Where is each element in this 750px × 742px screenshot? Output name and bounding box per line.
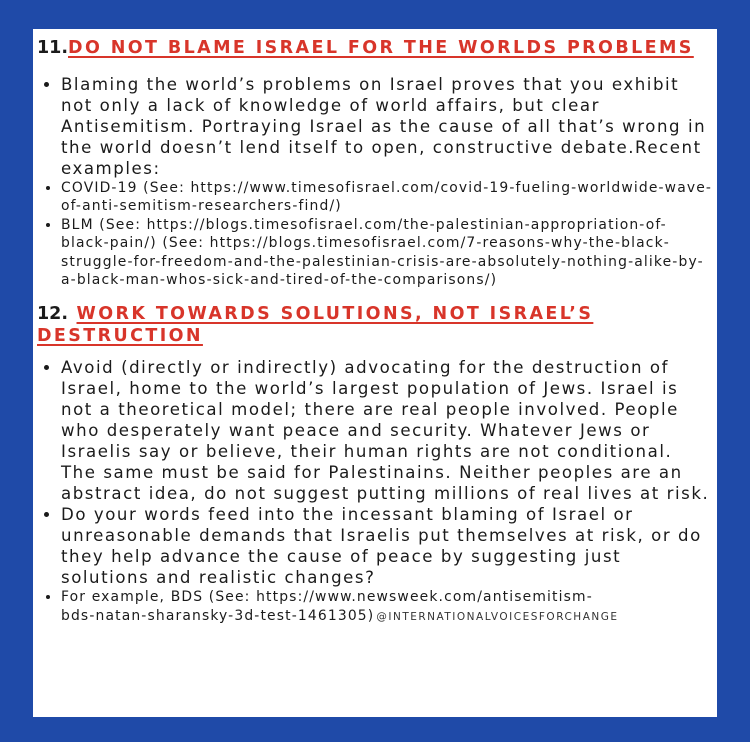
example-covid: • COVID-19 (See: https://www.timesofisrael.com/covid-19-fueling-worldwide-wave-of-anti-semitism-researchers-find/)	[61, 179, 713, 216]
section-11-main-list	[37, 74, 713, 179]
section-12-bullet-avoid: • Avoid (directly or indirectly) advocating for the destruction of Israel, home to the world’s largest population of Jews. Israel is not a theoretical model; there are real people involved. People who desperately want peace and security. Whatever Jews or Israelis say or believe, their human rights are not conditional. The same must be said for Palestinains. Neither peoples are an abstract idea, do not suggest putting millions of real lives at risk.	[61, 357, 713, 504]
section-12-list	[37, 357, 713, 588]
example-bds	[61, 588, 713, 626]
section-11-main-bullet: • Blaming the world’s problems on Israel proves that you exhibit not only a lack of knowledge of world affairs, but clear Antisemitism. Portraying Israel as the cause of all that’s wrong in the world doesn’t lend itself to open, constructive debate.Recent examples:	[61, 74, 713, 179]
section-11-title	[37, 37, 713, 59]
footer-handle: @INTERNATIONALVOICESFORCHANGE	[376, 610, 619, 623]
content-card	[33, 29, 717, 717]
section-12-title	[37, 303, 713, 347]
section-11-examples	[37, 179, 713, 289]
section-12-heading: WORK TOWARDS SOLUTIONS, NOT ISRAEL’S DESTRUCTION	[37, 304, 594, 347]
section-12-number: 12.	[37, 304, 69, 325]
section-12-examples	[37, 588, 713, 626]
section-12-bullet-words: • Do your words feed into the incessant blaming of Israel or unreasonable demands that Israelis put themselves at risk, or do they help advance the cause of peace by suggesting just solutions and realistic changes?	[61, 504, 713, 588]
section-11-heading: DO NOT BLAME ISRAEL FOR THE WORLDS PROBLEMS	[68, 38, 694, 58]
footer-row	[61, 608, 619, 624]
section-11-number: 11.	[37, 38, 69, 58]
example-blm: • BLM (See: https://blogs.timesofisrael.com/the-palestinian-appropriation-of-black-pain/) (See: https://blogs.timesofisrael.com/7-reasons-why-the-black-struggle-for-freedom-and-the-palestinian-crisis-are-absolutely-nothing-alike-by-a-black-man-whos-sick-and-tired-of-the-comparisons/)	[61, 216, 713, 290]
example-bds-line2: bds-natan-sharansky-3d-test-1461305)	[61, 607, 375, 624]
example-bds-line1: For example, BDS (See: https://www.newsweek.com/antisemitism-	[61, 589, 593, 606]
